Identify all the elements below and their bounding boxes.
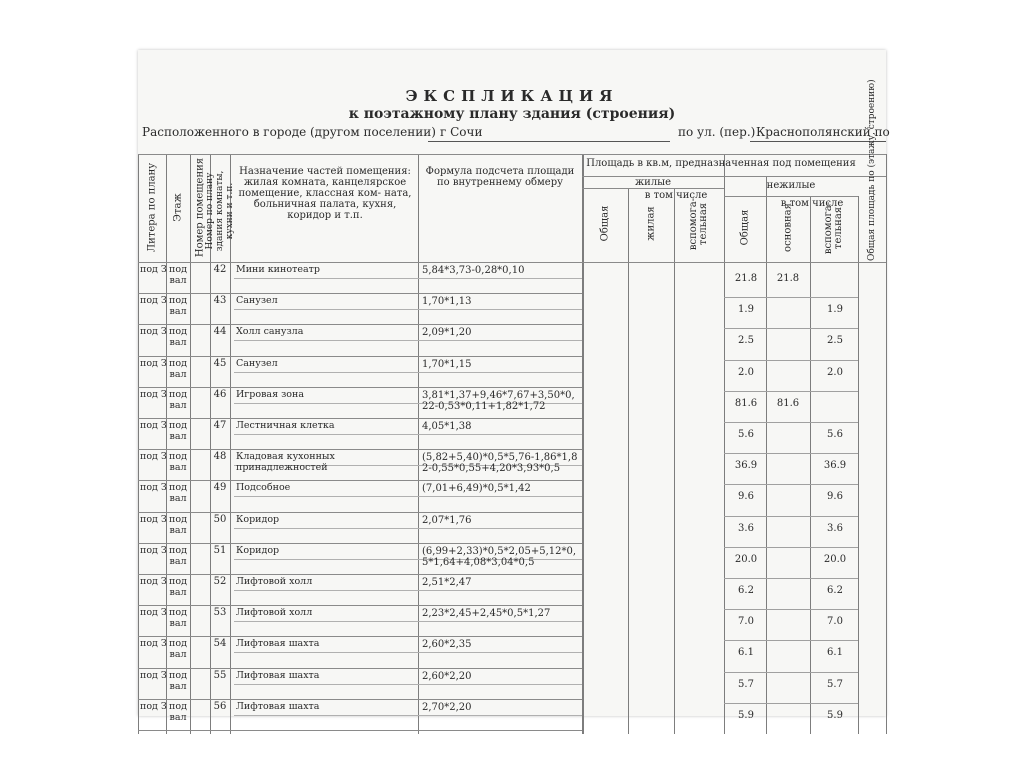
table-row-line <box>138 512 582 513</box>
cell-nonliving-main: 81.6 <box>776 397 800 409</box>
cell-nonliving-total: 20.0 <box>734 553 758 565</box>
cell-purpose: Санузел <box>236 295 278 307</box>
cell-floor: под вал <box>169 326 187 349</box>
area-row-line <box>724 578 858 579</box>
cell-liter: под З <box>140 607 167 619</box>
table-top-line <box>138 154 886 155</box>
header-plan-no: Номер по плану здания комнаты, кухни и т.п. <box>205 170 235 252</box>
cell-room-no: 54 <box>213 638 227 650</box>
area-row-line <box>724 391 858 392</box>
cell-purpose: Лифтовой холл <box>236 607 313 619</box>
cell-nonliving-aux: 20.0 <box>823 553 847 565</box>
table-column-line <box>858 196 859 734</box>
cell-formula: 2,07*1,76 <box>422 514 472 526</box>
table-row-subline <box>234 278 582 279</box>
cell-nonliving-aux: 1.9 <box>827 304 843 316</box>
cell-purpose: Подсобное <box>236 482 291 494</box>
table-row-subline <box>234 309 582 310</box>
cell-formula: 2-0,55*0,55+4,20*3,93*0,5 <box>422 463 561 475</box>
table-column-line <box>724 154 725 734</box>
cell-nonliving-main: 21.8 <box>776 273 800 284</box>
cell-purpose: Холл санузла <box>236 326 304 338</box>
cell-formula: 2,60*2,35 <box>422 639 472 651</box>
cell-purpose: Санузел <box>236 357 278 369</box>
table-row-subline <box>234 715 582 716</box>
header-nonliving-total: Общая <box>739 209 751 246</box>
cell-nonliving-aux: 2.5 <box>827 335 843 347</box>
cell-formula: 3,81*1,37+9,46*7,67+3,50*0, <box>422 389 575 401</box>
cell-floor: под вал <box>169 700 187 723</box>
area-row-line <box>724 422 858 423</box>
cell-floor: под вал <box>169 544 187 567</box>
table-column-line <box>190 154 191 734</box>
area-row-line <box>724 672 858 673</box>
cell-formula: (6,99+2,33)*0,5*2,05+5,12*0, <box>422 545 577 557</box>
header-nonliving: нежилые <box>766 180 816 191</box>
table-row-line <box>138 699 582 700</box>
table-row-line <box>138 668 582 669</box>
city-underline <box>428 141 670 142</box>
cell-floor: под вал <box>169 638 187 661</box>
cell-floor: под вал <box>169 264 187 286</box>
cell-floor: под вал <box>169 420 187 442</box>
table-column-line <box>810 196 811 734</box>
table-row-subline <box>234 590 582 591</box>
cell-floor: под вал <box>169 451 187 474</box>
cell-formula: 2,09*1,20 <box>422 327 472 339</box>
cell-nonliving-total: 81.6 <box>734 397 758 409</box>
header-living-aux: вспомога- тельная <box>688 197 709 251</box>
cell-purpose: Лестничная клетка <box>236 420 335 431</box>
cell-purpose: Игровая зона <box>236 388 304 400</box>
table-row-subline <box>234 652 582 653</box>
cell-formula: (5,82+5,40)*0,5*5,76-1,86*1,8 <box>422 452 578 464</box>
header-liter: Литера по плану <box>146 162 158 253</box>
area-row-line <box>724 609 858 610</box>
header-purpose: Назначение частей помещения: жилая комната, канцелярское помещение, классная ком- ната, больничная палата, кухня, коридор и т.п. <box>238 166 412 221</box>
street-value: Краснополянский по <box>756 125 890 139</box>
table-row-subline <box>234 372 582 373</box>
document-scan <box>138 50 890 723</box>
cell-room-no: 43 <box>213 295 227 307</box>
cell-floor: под вал <box>169 482 187 505</box>
cell-purpose: Коридор <box>236 544 280 556</box>
document-subtitle: к поэтажному плану здания (строения) <box>348 106 676 122</box>
cell-liter: под З <box>140 638 167 650</box>
cell-nonliving-aux: 5.9 <box>827 709 843 721</box>
area-row-line <box>724 297 858 298</box>
table-row-subline <box>234 684 582 685</box>
cell-nonliving-aux: 3.6 <box>827 522 843 534</box>
cell-nonliving-aux: 6.1 <box>827 647 843 659</box>
cell-floor: под вал <box>169 295 187 318</box>
table-column-line <box>418 154 419 734</box>
area-row-line <box>724 547 858 548</box>
city-value: г Сочи <box>440 125 483 139</box>
cell-floor: под вал <box>169 388 187 411</box>
cell-nonliving-total: 6.2 <box>738 585 754 596</box>
table-row-line <box>138 356 582 357</box>
cell-formula: 1,70*1,13 <box>422 296 472 308</box>
header-floor: Этаж <box>172 193 184 222</box>
table-row-line <box>138 418 582 419</box>
cell-nonliving-total: 6.1 <box>738 647 754 659</box>
located-label: Расположенного в городе (другом поселении) <box>142 125 436 139</box>
table-row-subline <box>234 496 582 497</box>
header-living: жилые <box>634 177 672 188</box>
cell-room-no: 55 <box>213 669 227 681</box>
cell-formula: 22-0,53*0,11+1,82*1,72 <box>422 400 546 412</box>
cell-purpose: Кладовая кухонных принадлежностей <box>236 451 335 474</box>
table-row-line <box>138 574 582 575</box>
cell-liter: под З <box>140 357 167 369</box>
cell-room-no: 48 <box>213 451 227 463</box>
cell-floor: под вал <box>169 357 187 380</box>
cell-formula: 2,23*2,45+2,45*0,5*1,27 <box>422 608 551 620</box>
cell-nonliving-total: 21.8 <box>734 273 758 284</box>
table-row-line <box>138 480 582 481</box>
table-column-line <box>674 188 675 734</box>
document-title: ЭКСПЛИКАЦИЯ <box>405 87 619 105</box>
cell-nonliving-aux: 6.2 <box>827 585 843 596</box>
cell-purpose: Лифтовая шахта <box>236 638 320 650</box>
cell-purpose: Лифтовая шахта <box>236 700 320 712</box>
table-column-line <box>583 154 584 734</box>
header-nonliving-main: основная <box>782 203 794 252</box>
cell-nonliving-total: 9.6 <box>738 491 754 503</box>
cell-nonliving-total: 5.6 <box>738 429 754 440</box>
header-living-incl: в том числе <box>644 190 708 201</box>
cell-room-no: 45 <box>213 357 227 369</box>
cell-nonliving-total: 3.6 <box>738 522 754 534</box>
cell-formula: 5,84*3,73-0,28*0,10 <box>422 265 525 276</box>
cell-nonliving-total: 5.9 <box>738 709 754 721</box>
cell-liter: под З <box>140 388 167 400</box>
header-nonliving-incl: в том числе <box>780 198 844 209</box>
table-row-subline <box>234 621 582 622</box>
header-bottom-line <box>138 262 886 263</box>
header-floor-total: Общая площадь по (этажу, строению) <box>867 79 877 261</box>
area-row-line <box>724 640 858 641</box>
cell-nonliving-total: 5.7 <box>738 678 754 690</box>
cell-liter: под З <box>140 451 167 463</box>
cell-formula: 2,51*2,47 <box>422 577 472 588</box>
cell-liter: под З <box>140 700 167 712</box>
table-row-line <box>138 293 582 294</box>
cell-room-no: 46 <box>213 388 227 400</box>
table-row-line <box>138 543 582 544</box>
area-row-line <box>724 453 858 454</box>
table-column-line <box>766 176 767 734</box>
street-underline <box>750 141 886 142</box>
cell-nonliving-aux: 7.0 <box>827 616 843 628</box>
cell-liter: под З <box>140 513 167 525</box>
cell-formula: 4,05*1,38 <box>422 421 472 432</box>
area-row-line <box>724 703 858 704</box>
table-row-subline <box>234 340 582 341</box>
cell-floor: под вал <box>169 669 187 692</box>
cell-formula: 5*1,64+4,08*3,04*0,5 <box>422 556 535 568</box>
cell-liter: под З <box>140 482 167 494</box>
area-row-line <box>724 360 858 361</box>
cell-room-no: 44 <box>213 326 227 338</box>
cell-nonliving-total: 2.5 <box>738 335 754 347</box>
header-room-no: Номер помещения <box>194 157 206 258</box>
street-label: по ул. (пер.) <box>678 125 756 139</box>
cell-nonliving-aux: 2.0 <box>827 366 843 378</box>
header-living-sub: жилая <box>645 206 657 241</box>
table-row-subline <box>234 528 582 529</box>
cell-formula: 2,60*2,20 <box>422 670 472 682</box>
cell-purpose: Лифтовой холл <box>236 576 313 587</box>
header-formula: Формула подсчета площади по внутреннему обмеру <box>425 166 575 188</box>
cell-liter: под З <box>140 264 167 275</box>
cell-liter: под З <box>140 544 167 556</box>
cell-liter: под З <box>140 576 167 587</box>
area-row-line <box>724 516 858 517</box>
cell-purpose: Лифтовая шахта <box>236 669 320 681</box>
cell-nonliving-aux: 5.7 <box>827 678 843 690</box>
header-nonliving-aux: вспомога- тельная <box>823 201 844 255</box>
cell-formula: (7,01+6,49)*0,5*1,42 <box>422 483 531 495</box>
area-row-line <box>724 484 858 485</box>
cell-liter: под З <box>140 295 167 307</box>
cell-floor: под вал <box>169 576 187 598</box>
cell-room-no: 56 <box>213 700 227 712</box>
cell-room-no: 52 <box>213 576 227 587</box>
area-row-line <box>724 328 858 329</box>
cell-floor: под вал <box>169 607 187 630</box>
table-row-line <box>138 324 582 325</box>
cell-floor: под вал <box>169 513 187 536</box>
table-row-line <box>138 387 582 388</box>
table-column-line <box>138 154 139 734</box>
cell-nonliving-total: 7.0 <box>738 616 754 628</box>
cell-formula: 2,70*2,20 <box>422 701 472 713</box>
table-row-subline <box>234 434 582 435</box>
living-line <box>582 188 724 189</box>
table-row-line <box>138 636 582 637</box>
table-column-line <box>886 154 887 734</box>
cell-room-no: 53 <box>213 607 227 619</box>
cell-nonliving-aux: 36.9 <box>823 460 847 472</box>
cell-nonliving-total: 1.9 <box>738 304 754 316</box>
cell-liter: под З <box>140 669 167 681</box>
header-living-total: Общая <box>599 205 611 242</box>
cell-room-no: 42 <box>213 264 227 275</box>
cell-nonliving-total: 36.9 <box>734 460 758 472</box>
table-column-line <box>628 188 629 734</box>
cell-purpose: Коридор <box>236 513 280 525</box>
cell-nonliving-aux: 9.6 <box>827 491 843 503</box>
cell-room-no: 47 <box>213 420 227 431</box>
header-area-group: Площадь в кв.м, предназначенная под помещения <box>586 158 856 169</box>
cell-room-no: 50 <box>213 513 227 525</box>
cell-room-no: 51 <box>213 544 227 556</box>
cell-nonliving-total: 2.0 <box>738 366 754 378</box>
cell-purpose: Мини кинотеатр <box>236 264 320 275</box>
cell-formula: 1,70*1,15 <box>422 358 472 370</box>
cell-nonliving-aux: 5.6 <box>827 429 843 440</box>
table-row-line <box>138 730 582 731</box>
cell-liter: под З <box>140 326 167 338</box>
table-row-line <box>138 605 582 606</box>
cell-liter: под З <box>140 420 167 431</box>
table-row-line <box>138 449 582 450</box>
cell-room-no: 49 <box>213 482 227 494</box>
